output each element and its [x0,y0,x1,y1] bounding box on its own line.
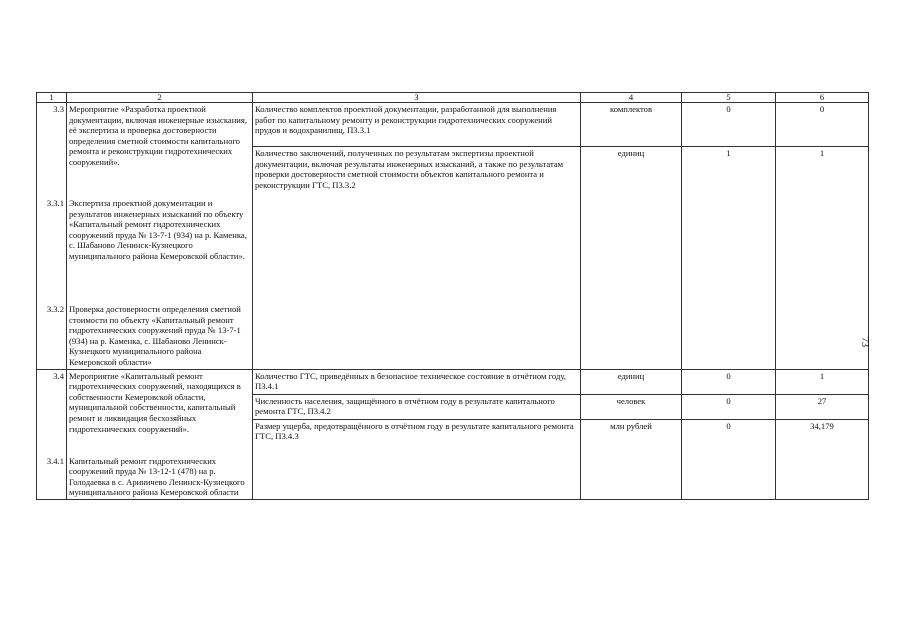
measure-name: Мероприятие «Капитальный ремонт гидротехнических сооружений, находящихся в собственности Кемеровской области, муниципальной собственности, капитальный ремонт и ликвидация бесхозяйных гидротехнических сооружений». [69,370,241,434]
subsection-text: Проверка достоверности определения сметной стоимости по объекту «Капитальный ремонт гидротехнических сооружений пруда № 13-7-1 (934) на р. Каменка, с. Шабаново Ленинск-Кузнецкого муниципального района Кемеровской области» [69,304,241,367]
subsection-number: 3.3.1 [46,198,64,208]
indicator-value-6: 0 [776,103,869,147]
subsection-text: Капитальный ремонт гидротехнических сооружений пруда № 13-12-1 (478) на р. Голодаевка в с. Ариничево Ленинск-Кузнецкого муниципального района Кемеровской области [69,455,245,498]
indicator-value-6: 1 [776,147,869,370]
indicator-value-5: 0 [682,394,776,419]
indicator-unit: млн рублей [581,419,682,499]
indicator-value-6: 1 [776,369,869,394]
page-number: 73 [859,337,870,347]
indicators-table [36,92,869,500]
indicator-value-6: 34,179 [776,419,869,499]
indicator-text: Количество заключений, полученных по результатам экспертизы проектной документации, включая результаты инженерных изысканий, а также по результатам проверки достоверности сметной стоимости объектов капитального ремонта и реконструкции ГТС, П3.3.2 [253,147,581,370]
indicator-unit: комплектов [581,103,682,147]
section-number-cell [37,103,67,370]
measure-name-cell [67,103,253,370]
indicator-unit: человек [581,394,682,419]
header-cell-4: 4 [581,93,682,103]
indicator-text: Численность населения, защищённого в отчётном году в результате капитального ремонта ГТС, П3.4.2 [253,394,581,419]
indicator-value-5: 0 [682,369,776,394]
subsection-number: 3.4.1 [46,455,64,466]
indicator-value-6: 27 [776,394,869,419]
header-cell-5: 5 [682,93,776,103]
section-number: 3.4 [53,370,64,381]
header-cell-3: 3 [253,93,581,103]
subsection-number: 3.3.2 [46,304,64,314]
header-row [37,93,869,103]
indicator-text: Размер ущерба, предотвращённого в отчётном году в результате капитального ремонта ГТС, П3.4.3 [253,419,581,499]
header-cell-2: 2 [67,93,253,103]
measure-name-cell [67,369,253,499]
table-row [37,103,869,147]
indicator-value-5: 0 [682,103,776,147]
indicator-value-5: 0 [682,419,776,499]
header-cell-1: 1 [37,93,67,103]
table-row [37,369,869,394]
indicator-value-5: 1 [682,147,776,370]
section-number: 3.3 [53,104,64,114]
indicator-unit: единиц [581,369,682,394]
subsection-text: Экспертиза проектной документации и результатов инженерных изысканий по объекту «Капитальный ремонт гидротехнических сооружений пруда № 13-7-1 (934) на р. Каменка, с. Шабаново Ленинск-Кузнецкого муниципального района Кемеровской области». [69,198,247,261]
measure-name: Мероприятие «Разработка проектной документации, включая инженерные изыскания, её экспертиза и проверка достоверности определения сметной стоимости капитального ремонта и реконструкции гидротехнических сооружений». [69,104,248,167]
indicator-text: Количество комплектов проектной документации, разработанной для выполнения работ по капитальному ремонту и реконструкции гидротехнических сооружений прудов и водохранилищ, П3.3.1 [253,103,581,147]
indicator-text: Количество ГТС, приведённых в безопасное техническое состояние в отчётном году, П3.4.1 [253,369,581,394]
header-cell-6: 6 [776,93,869,103]
section-number-cell [37,369,67,499]
indicator-unit: единиц [581,147,682,370]
